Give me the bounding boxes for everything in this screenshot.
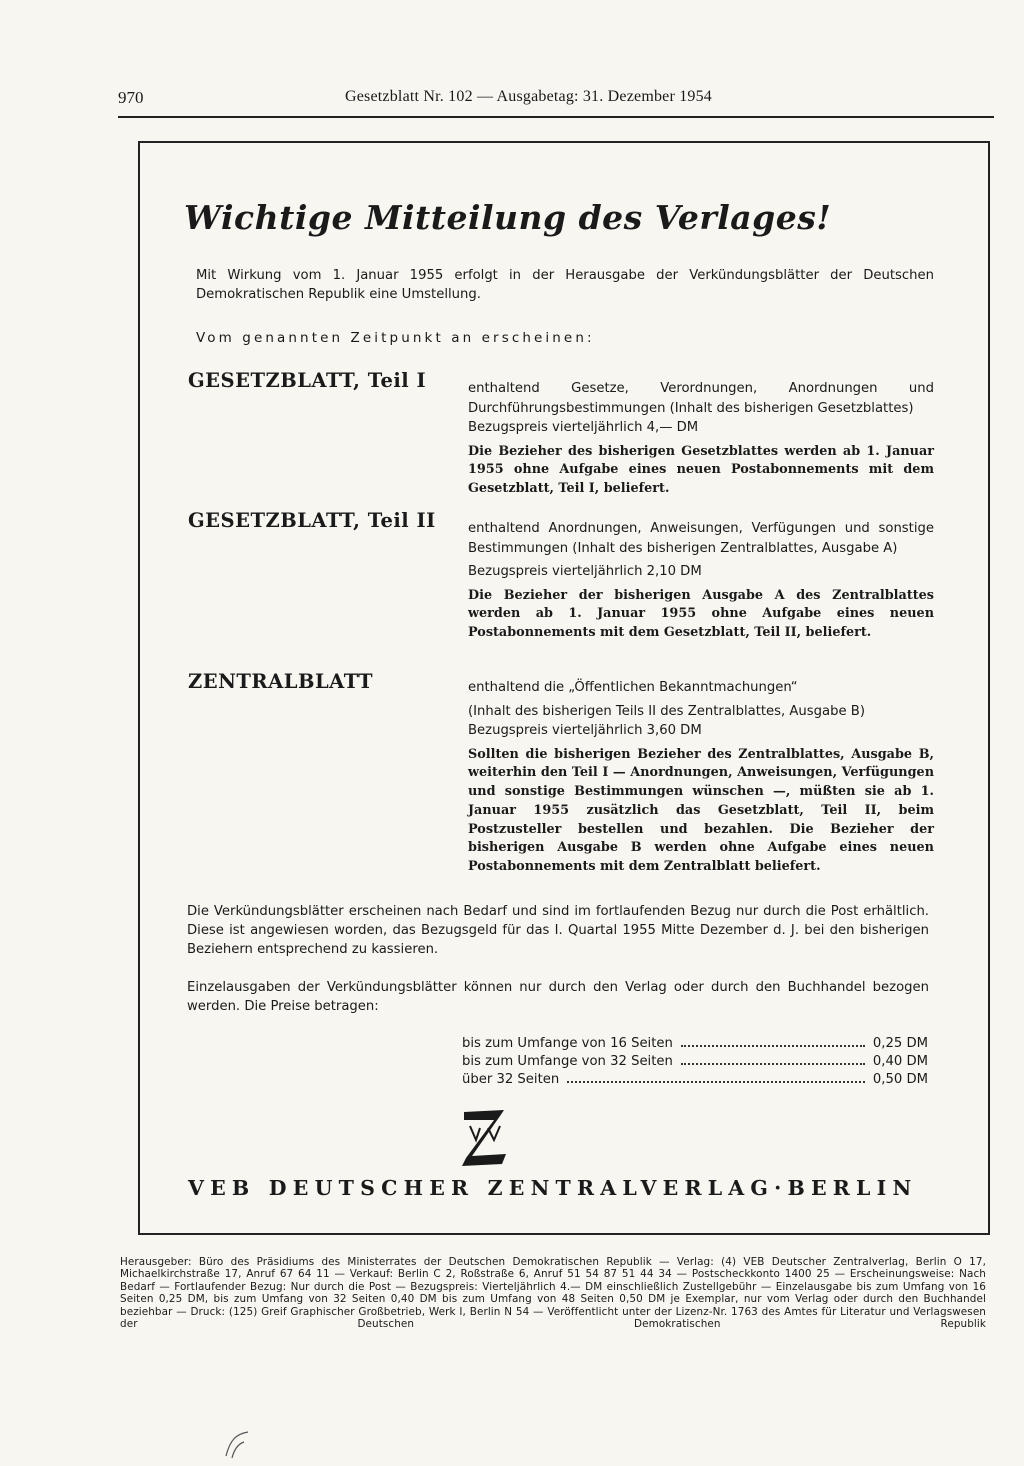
price-value: 0,40 DM: [872, 1054, 928, 1069]
publisher-logo-icon: [458, 1106, 510, 1168]
single-issues-paragraph: Einzelausgaben der Verkündungsblätter können nur durch den Verlag oder durch den Buchhandel bezogen werden. Die Preise betragen:: [187, 980, 929, 1014]
blatt-price: Bezugspreis vierteljährlich 2,10 DM: [468, 564, 702, 579]
price-list: [462, 1036, 928, 1090]
dot-leader: [681, 1063, 865, 1065]
price-value: 0,50 DM: [872, 1072, 928, 1087]
header-rule: [118, 116, 994, 118]
notice-title: Wichtige Mitteilung des Verlages!: [184, 198, 832, 237]
price-label: über 32 Seiten: [462, 1072, 560, 1087]
blatt-name-zentralblatt: ZENTRALBLATT: [188, 670, 374, 693]
price-row: [462, 1036, 928, 1054]
intro-paragraph: Mit Wirkung vom 1. Januar 1955 erfolgt in der Herausgabe der Verkündungsblätter der Deutschen Demokratischen Republik eine Umstellung.: [196, 268, 934, 302]
blatt-content: enthaltend die „Öffentlichen Bekanntmachungen“: [468, 680, 798, 695]
blatt-note: Sollten die bisherigen Bezieher des Zentralblattes, Ausgabe B, weiterhin den Teil I — Anordnungen, Anweisungen, Verfügungen und sonstige Bestimmungen wünschen —, müßten sie ab 1. Januar 1955 zusätzlich das Gesetzblatt, Teil II, beim Postzusteller bestellen und bezahlen. Die Bezieher der bisherigen Ausgabe B werden ohne Aufgabe eines neuen Postabonnements mit dem Zentralblatt beliefert.: [468, 746, 934, 875]
blatt-name-teil-2: GESETZBLATT, Teil II: [188, 509, 436, 532]
dot-leader: [681, 1045, 865, 1047]
blatt-note: Die Bezieher der bisherigen Ausgabe A des Zentralblattes werden ab 1. Januar 1955 ohne Aufgabe eines neuen Postabonnements mit dem Gesetzblatt, Teil II, beliefert.: [468, 587, 934, 641]
price-row: [462, 1054, 928, 1072]
blatt-price: Bezugspreis vierteljährlich 3,60 DM: [468, 723, 702, 738]
price-label: bis zum Umfange von 16 Seiten: [462, 1036, 673, 1051]
imprint: Herausgeber: Büro des Präsidiums des Ministerrates der Deutschen Demokratischen Republik — Verlag: (4) VEB Deutscher Zentralverlag, Berlin O 17, Michaelkirchstraße 17, Anruf 67 64 11 — Verkauf: Berlin C 2, Roßstraße 6, Anruf 51 54 87 51 44 34 — Postscheckkonto 1400 25 — Erscheinungsweise: Nach Bedarf — Fortlaufender Bezug: Nur durch die Post — Bezugspreis: Vierteljährlich 4.— DM einschließlich Zustellgebühr — Einzelausgabe bis zum Umfang von 16 Seiten 0,25 DM, bis zum Umfang von 32 Seiten 0,40 DM bis zum Umfang von 48 Seiten 0,50 DM je Exemplar, nur vom Verlag oder durch den Buchhandel beziehbar — Druck: (125) Greif Graphischer Großbetrieb, Werk I, Berlin N 54 — Veröffentlicht unter der Lizenz-Nr. 1763 des Amtes für Literatur und Verlagswesen der Deutschen Demokratischen Republik: [120, 1256, 986, 1331]
distribution-paragraph: Die Verkündungsblätter erscheinen nach Bedarf und sind im fortlaufenden Bezug nur durch die Post erhältlich. Diese ist angewiesen worden, das Bezugsgeld für das I. Quartal 1955 Mitte Dezember d. J. bei den bisherigen Beziehern entsprechend zu kassieren.: [187, 904, 929, 957]
blatt-name-teil-1: GESETZBLATT, Teil I: [188, 369, 427, 392]
page-number: 970: [118, 88, 144, 107]
blatt-content: enthaltend Anordnungen, Anweisungen, Verfügungen und sonstige Bestimmungen (Inhalt des bisherigen Zentralblattes, Ausgabe A): [468, 521, 934, 556]
blatt-description-teil-1: [468, 379, 934, 499]
blatt-content-2: (Inhalt des bisherigen Teils II des Zentralblattes, Ausgabe B): [468, 703, 865, 719]
blatt-note: Die Bezieher des bisherigen Gesetzblattes werden ab 1. Januar 1955 ohne Aufgabe eines neuen Postabonnements mit dem Gesetzblatt, Teil I, beliefert.: [468, 443, 934, 497]
publisher-name: VEB DEUTSCHER ZENTRALVERLAG·BERLIN: [188, 1176, 918, 1200]
margin-scribble-icon: [222, 1430, 262, 1460]
dot-leader: [567, 1081, 865, 1083]
price-label: bis zum Umfange von 32 Seiten: [462, 1054, 673, 1069]
blatt-description-zentralblatt: [468, 678, 934, 877]
price-value: 0,25 DM: [872, 1036, 928, 1051]
blatt-content: enthaltend Gesetze, Verordnungen, Anordnungen und Durchführungsbestimmungen (Inhalt des bisherigen Gesetzblattes): [468, 381, 934, 416]
blatt-price: Bezugspreis vierteljährlich 4,— DM: [468, 420, 699, 435]
running-title: Gesetzblatt Nr. 102 — Ausgabetag: 31. Dezember 1954: [345, 88, 712, 105]
subheading: Vom genannten Zeitpunkt an erscheinen:: [196, 330, 595, 346]
blatt-description-teil-2: [468, 519, 934, 643]
price-row: [462, 1072, 928, 1090]
